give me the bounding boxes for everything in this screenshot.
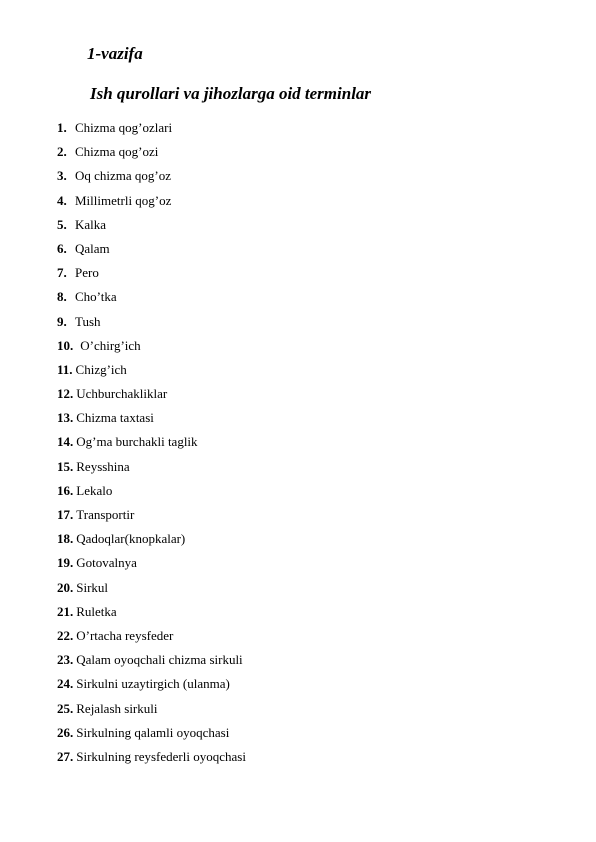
item-number: 22. [57,627,74,643]
item-text: Ruletka [76,603,117,619]
item-text: Rejalash sirkuli [76,700,158,716]
item-number: 2. [57,144,67,160]
item-text: Gotovalnya [76,555,137,571]
item-text: Qalam oyoqchali chizma sirkuli [76,652,243,668]
item-number: 10. [57,337,74,353]
item-number: 9. [57,313,67,329]
list-item [57,338,246,362]
item-text: Chizma qog’ozi [75,144,159,160]
item-text: Sirkulning qalamli oyoqchasi [76,724,230,740]
item-number: 1. [57,120,67,135]
list-item [57,749,246,773]
item-number: 24. [57,676,74,692]
list-item [57,531,246,555]
list-item [57,410,246,434]
item-text: Qalam [75,240,110,256]
item-text: Millimetrli qog’oz [75,192,172,208]
item-text: Uchburchakliklar [76,386,168,402]
list-item [57,193,246,217]
list-item [57,120,246,144]
list-item [57,362,246,386]
item-number: 20. [57,579,74,595]
item-text: Pero [75,265,99,281]
item-text: Qadoqlar(knopkalar) [76,531,186,547]
item-number: 11. [57,361,73,377]
item-text: Chizg’ich [75,361,127,377]
item-number: 12. [57,386,74,402]
item-text: Chizma taxtasi [76,410,154,426]
list-item [57,701,246,725]
list-item [57,386,246,410]
item-text: Og’ma burchakli taglik [76,434,198,450]
list-item [57,217,246,241]
item-text: Sirkulning reysfederli oyoqchasi [76,748,246,764]
list-item [57,314,246,338]
item-number: 3. [57,168,67,184]
list-item [57,459,246,483]
list-item [57,241,246,265]
item-number: 19. [57,555,74,571]
item-number: 4. [57,192,67,208]
item-text: Tush [75,313,101,329]
list-item [57,725,246,749]
item-number: 16. [57,482,74,498]
item-number: 18. [57,531,74,547]
list-item [57,168,246,192]
item-number: 17. [57,507,74,522]
item-text: Sirkul [76,579,109,595]
item-text: O’rtacha reysfeder [76,627,174,643]
item-number: 26. [57,724,74,740]
terms-list [57,120,246,773]
document-subtitle: Ish qurollari va jihozlarga oid terminlar [90,84,372,103]
list-item [57,434,246,458]
item-number: 6. [57,240,67,256]
list-item [57,289,246,313]
item-text: Oq chizma qog’oz [75,168,172,184]
list-item [57,580,246,604]
list-item [57,483,246,507]
item-number: 7. [57,265,67,281]
item-text: Chizma qog’ozlari [75,120,173,135]
list-item [57,507,246,531]
item-number: 21. [57,603,74,619]
item-number: 15. [57,458,74,474]
list-item [57,604,246,628]
list-item [57,555,246,579]
item-text: O’chirg’ich [80,337,141,353]
list-item [57,144,246,168]
item-number: 14. [57,434,74,450]
item-text: Reysshina [76,458,130,474]
list-item [57,676,246,700]
item-text: Sirkulni uzaytirgich (ulanma) [76,676,230,692]
item-text: Cho’tka [75,289,117,305]
task-title: 1-vazifa [87,44,143,63]
list-item [57,628,246,652]
item-text: Kalka [75,216,107,232]
list-item [57,652,246,676]
item-number: 8. [57,289,67,305]
item-number: 13. [57,410,74,426]
item-text: Lekalo [76,482,113,498]
list-item [57,265,246,289]
item-number: 25. [57,700,74,716]
item-number: 23. [57,652,74,668]
item-number: 27. [57,748,74,764]
item-number: 5. [57,216,67,232]
item-text: Transportir [76,507,135,522]
